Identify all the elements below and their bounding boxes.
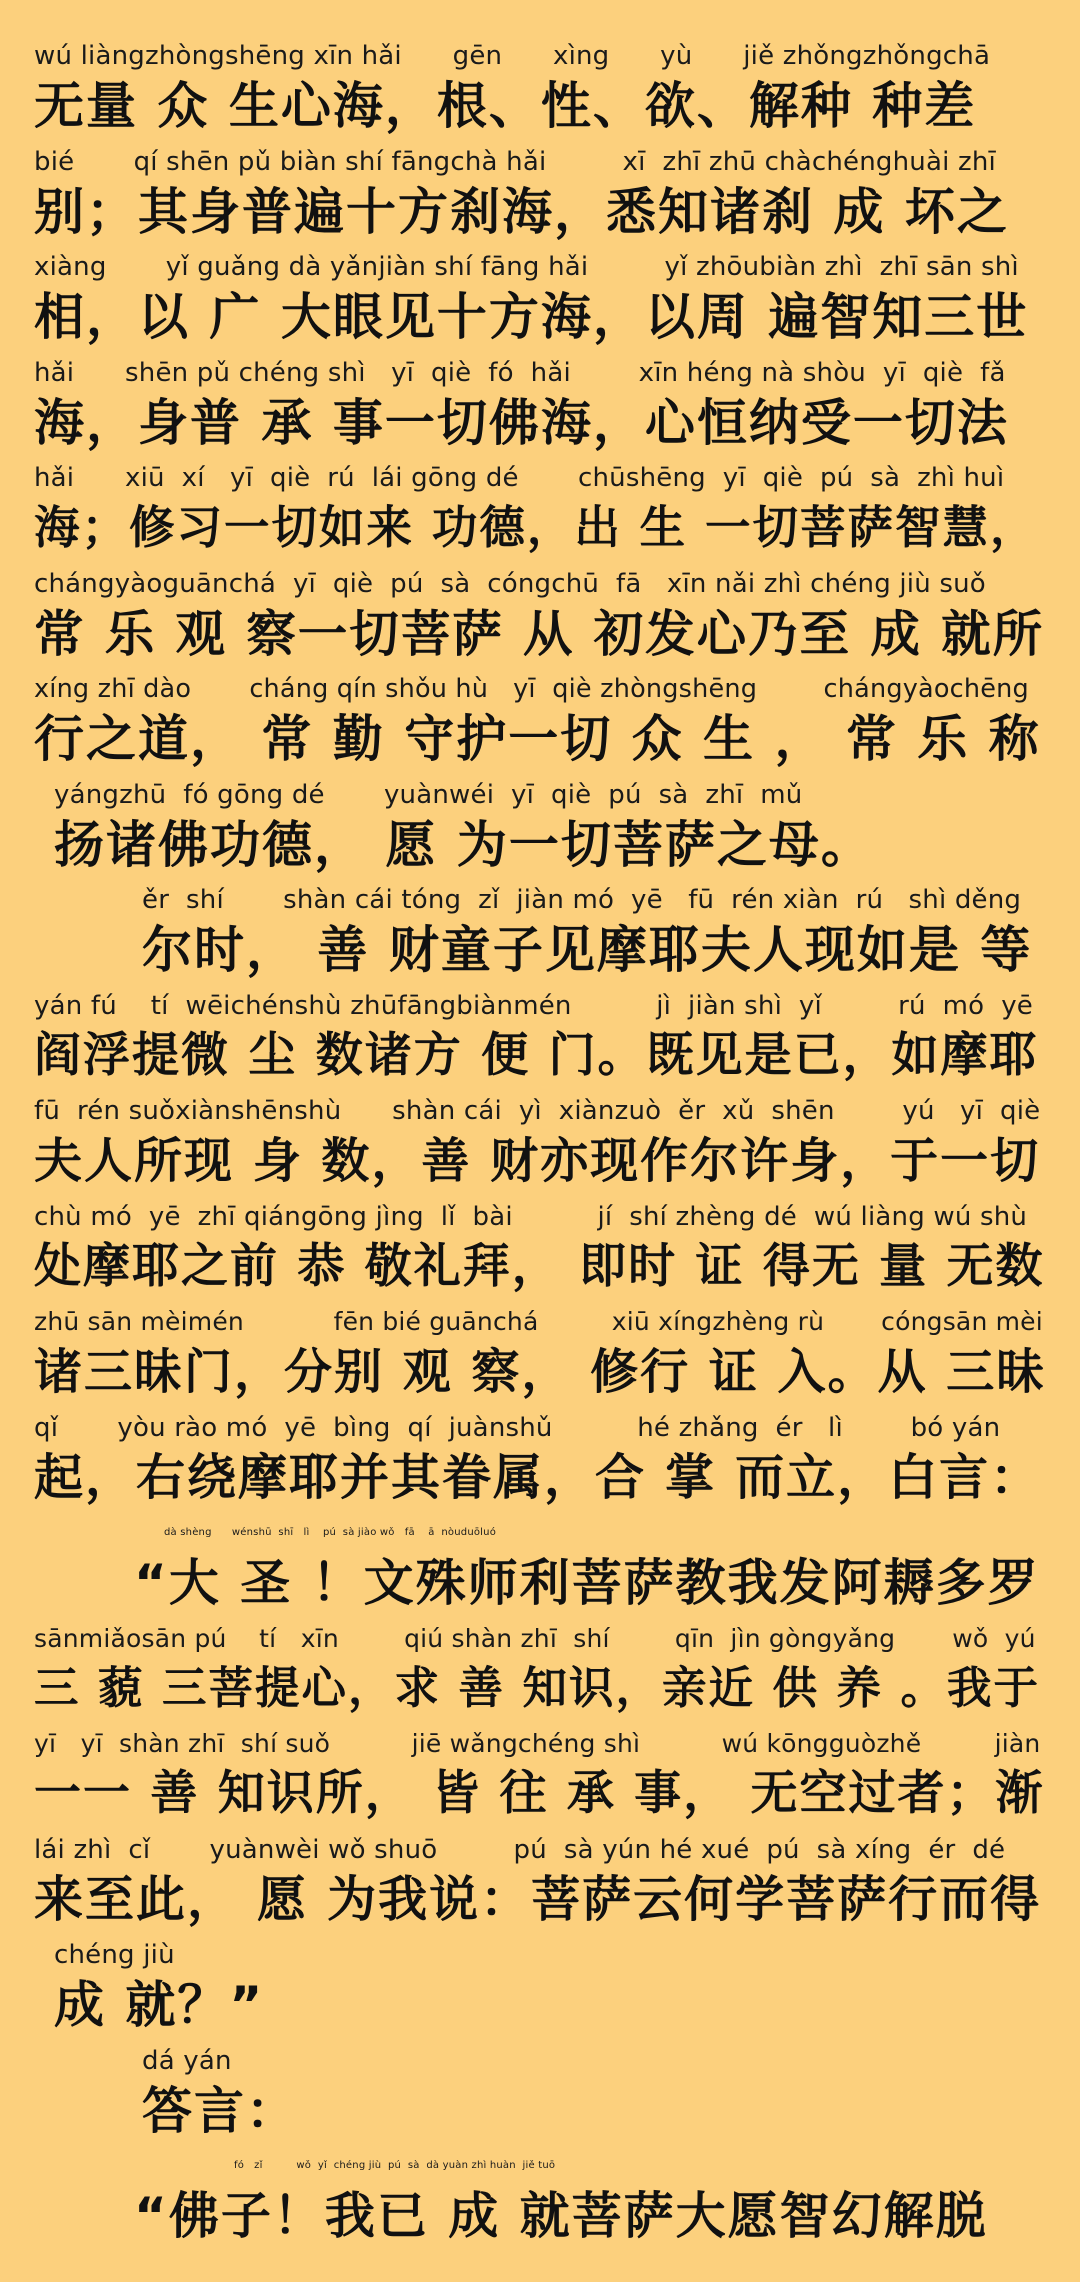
text-line-20 [34, 2043, 1046, 2149]
text-line-4 [34, 355, 1046, 461]
text-line-13 [34, 1304, 1046, 1410]
text-line-21 [34, 2148, 1046, 2254]
pinyin-annotation: yán fú tí wēichénshù zhūfāngbiànmén jì jiàn shì yǐ rú mó yē [34, 990, 1033, 1021]
chinese-text: 答言： [142, 2081, 298, 2140]
chinese-text: “大 圣 ！文殊师利菩萨教我发阿耨多罗 [134, 1554, 1040, 1612]
pinyin-annotation: sānmiǎosān pú tí xīn qiú shàn zhī shí qīn jìn gòngyǎng wǒ yú [34, 1623, 1036, 1653]
pinyin-annotation: qǐ yòu rào mó yē bìng qí juànshǔ hé zhǎng ér lì bó yán [34, 1412, 1001, 1443]
text-line-11 [34, 1093, 1046, 1199]
chinese-text: “佛子！我已 成 就菩萨大愿智幻解脱 [134, 2187, 988, 2245]
text-line-8 [34, 777, 1046, 883]
chinese-text: 海；修习一切如来 功德，出 生 一切菩萨智慧， [34, 501, 1038, 554]
pinyin-annotation: hǎi shēn pǔ chéng shì yī qiè fó hǎi xīn héng nà shòu yī qiè fǎ [34, 357, 1006, 388]
chinese-text: 三 藐 三菩提心，求 善 知识，亲近 供 养 。我于 [34, 1662, 1040, 1714]
chinese-text: 一一 善 知识所， 皆 往 承 事， 无空过者；渐 [34, 1766, 1045, 1821]
chinese-text: 夫人所现 身 数，善 财亦现作尔许身，于一切 [34, 1133, 1041, 1189]
text-line-9 [34, 882, 1046, 988]
chinese-text: 成 就？” [54, 1976, 265, 2034]
pinyin-annotation: xíng zhī dào cháng qín shǒu hù yī qiè zhòngshēng chángyàochēng [34, 674, 1029, 704]
chinese-text: 相，以 广 大眼见十方海，以周 遍智知三世 [34, 288, 1029, 346]
pinyin-annotation: chù mó yē zhī qiángōng jìng lǐ bài jí shí zhèng dé wú liàng wú shù [34, 1201, 1028, 1232]
text-line-15 [34, 1515, 1046, 1621]
chinese-text: 阎浮提微 尘 数诸方 便 门。既见是已，如摩耶 [34, 1027, 1039, 1083]
text-line-14 [34, 1410, 1046, 1516]
text-line-1 [34, 38, 1046, 144]
text-line-10 [34, 988, 1046, 1094]
pinyin-annotation: chéng jiù [54, 1940, 175, 1970]
chinese-text: 无量 众 生心海，根、性、欲、解种 种差 [34, 77, 977, 135]
text-line-19 [34, 1937, 1046, 2043]
chinese-text: 常 乐 观 察一切菩萨 从 初发心乃至 成 就所 [34, 604, 1045, 663]
pinyin-annotation: wú liàngzhòngshēng xīn hǎi gēn xìng yù jiě zhǒngzhǒngchā [34, 41, 991, 71]
pinyin-annotation: ěr shí shàn cái tóng zǐ jiàn mó yē fū rén xiàn rú shì děng [142, 885, 1022, 915]
text-line-7 [34, 671, 1046, 777]
pinyin-annotation: yī yī shàn zhī shí suǒ jiē wǎngchéng shì wú kōngguòzhě jiàn [34, 1729, 1041, 1758]
pinyin-annotation: hǎi xiū xí yī qiè rú lái gōng dé chūshēng yī qiè pú sà zhì huì [34, 463, 1005, 493]
pinyin-annotation: lái zhì cǐ yuànwèi wǒ shuō pú sà yún hé xué pú sà xíng ér dé [34, 1834, 1006, 1865]
text-line-12 [34, 1199, 1046, 1305]
text-line-5 [34, 460, 1046, 566]
chinese-text: 尔时， 善 财童子见摩耶夫人现如是 等 [142, 921, 1033, 979]
text-line-3 [34, 249, 1046, 355]
chinese-text: 处摩耶之前 恭 敬礼拜， 即时 证 得无 量 无数 [34, 1238, 1045, 1294]
pinyin-annotation: xiàng yǐ guǎng dà yǎnjiàn shí fāng hǎi yǐ zhōubiàn zhì zhī sān shì [34, 252, 1019, 282]
text-line-6 [34, 566, 1046, 672]
chinese-text: 来至此， 愿 为我说：菩萨云何学菩萨行而得 [34, 1870, 1042, 1928]
pinyin-annotation: zhū sān mèimén fēn bié guānchá xiū xíngzhèng rù cóngsān mèi [34, 1307, 1043, 1336]
chinese-text: 起，右绕摩耶并其眷属，合 掌 而立，白言： [34, 1448, 1042, 1506]
pinyin-annotation: bié qí shēn pǔ biàn shí fāngchà hǎi xī zhī zhū chàchénghuài zhī [34, 146, 996, 177]
pinyin-annotation: chángyàoguānchá yī qiè pú sà cóngchū fā xīn nǎi zhì chéng jiù suǒ [34, 568, 986, 599]
chinese-text: 诸三昧门，分别 观 察， 修行 证 入。从 三昧 [34, 1344, 1047, 1400]
text-line-18 [34, 1832, 1046, 1938]
chinese-text: 行之道， 常 勤 守护一切 众 生 ， 常 乐 称 [34, 710, 1041, 768]
text-line-2 [34, 144, 1046, 250]
text-line-16 [34, 1621, 1046, 1727]
pinyin-annotation: yángzhū fó gōng dé yuànwéi yī qiè pú sà zhī mǔ [54, 779, 803, 810]
chinese-text: 扬诸佛功德， 愿 为一切菩萨之母。 [54, 815, 873, 874]
pinyin-annotation: fū rén suǒxiànshēnshù shàn cái yì xiànzuò ěr xǔ shēn yú yī qiè [34, 1096, 1041, 1126]
pinyin-annotation: fó zǐ wǒ yǐ chéng jiù pú sà dà yuàn zhì huàn jiě tuō [234, 2160, 556, 2171]
text-line-17 [34, 1726, 1046, 1832]
pinyin-annotation: dà shèng wénshū shī lì pú sà jiào wǒ fā ā nòuduōluó [164, 1527, 497, 1538]
chinese-text: 别；其身普遍十方刹海，悉知诸刹 成 坏之 [34, 182, 1009, 241]
chinese-text: 海，身普 承 事一切佛海，心恒纳受一切法 [34, 393, 1009, 452]
pinyin-annotation: dá yán [142, 2045, 232, 2076]
